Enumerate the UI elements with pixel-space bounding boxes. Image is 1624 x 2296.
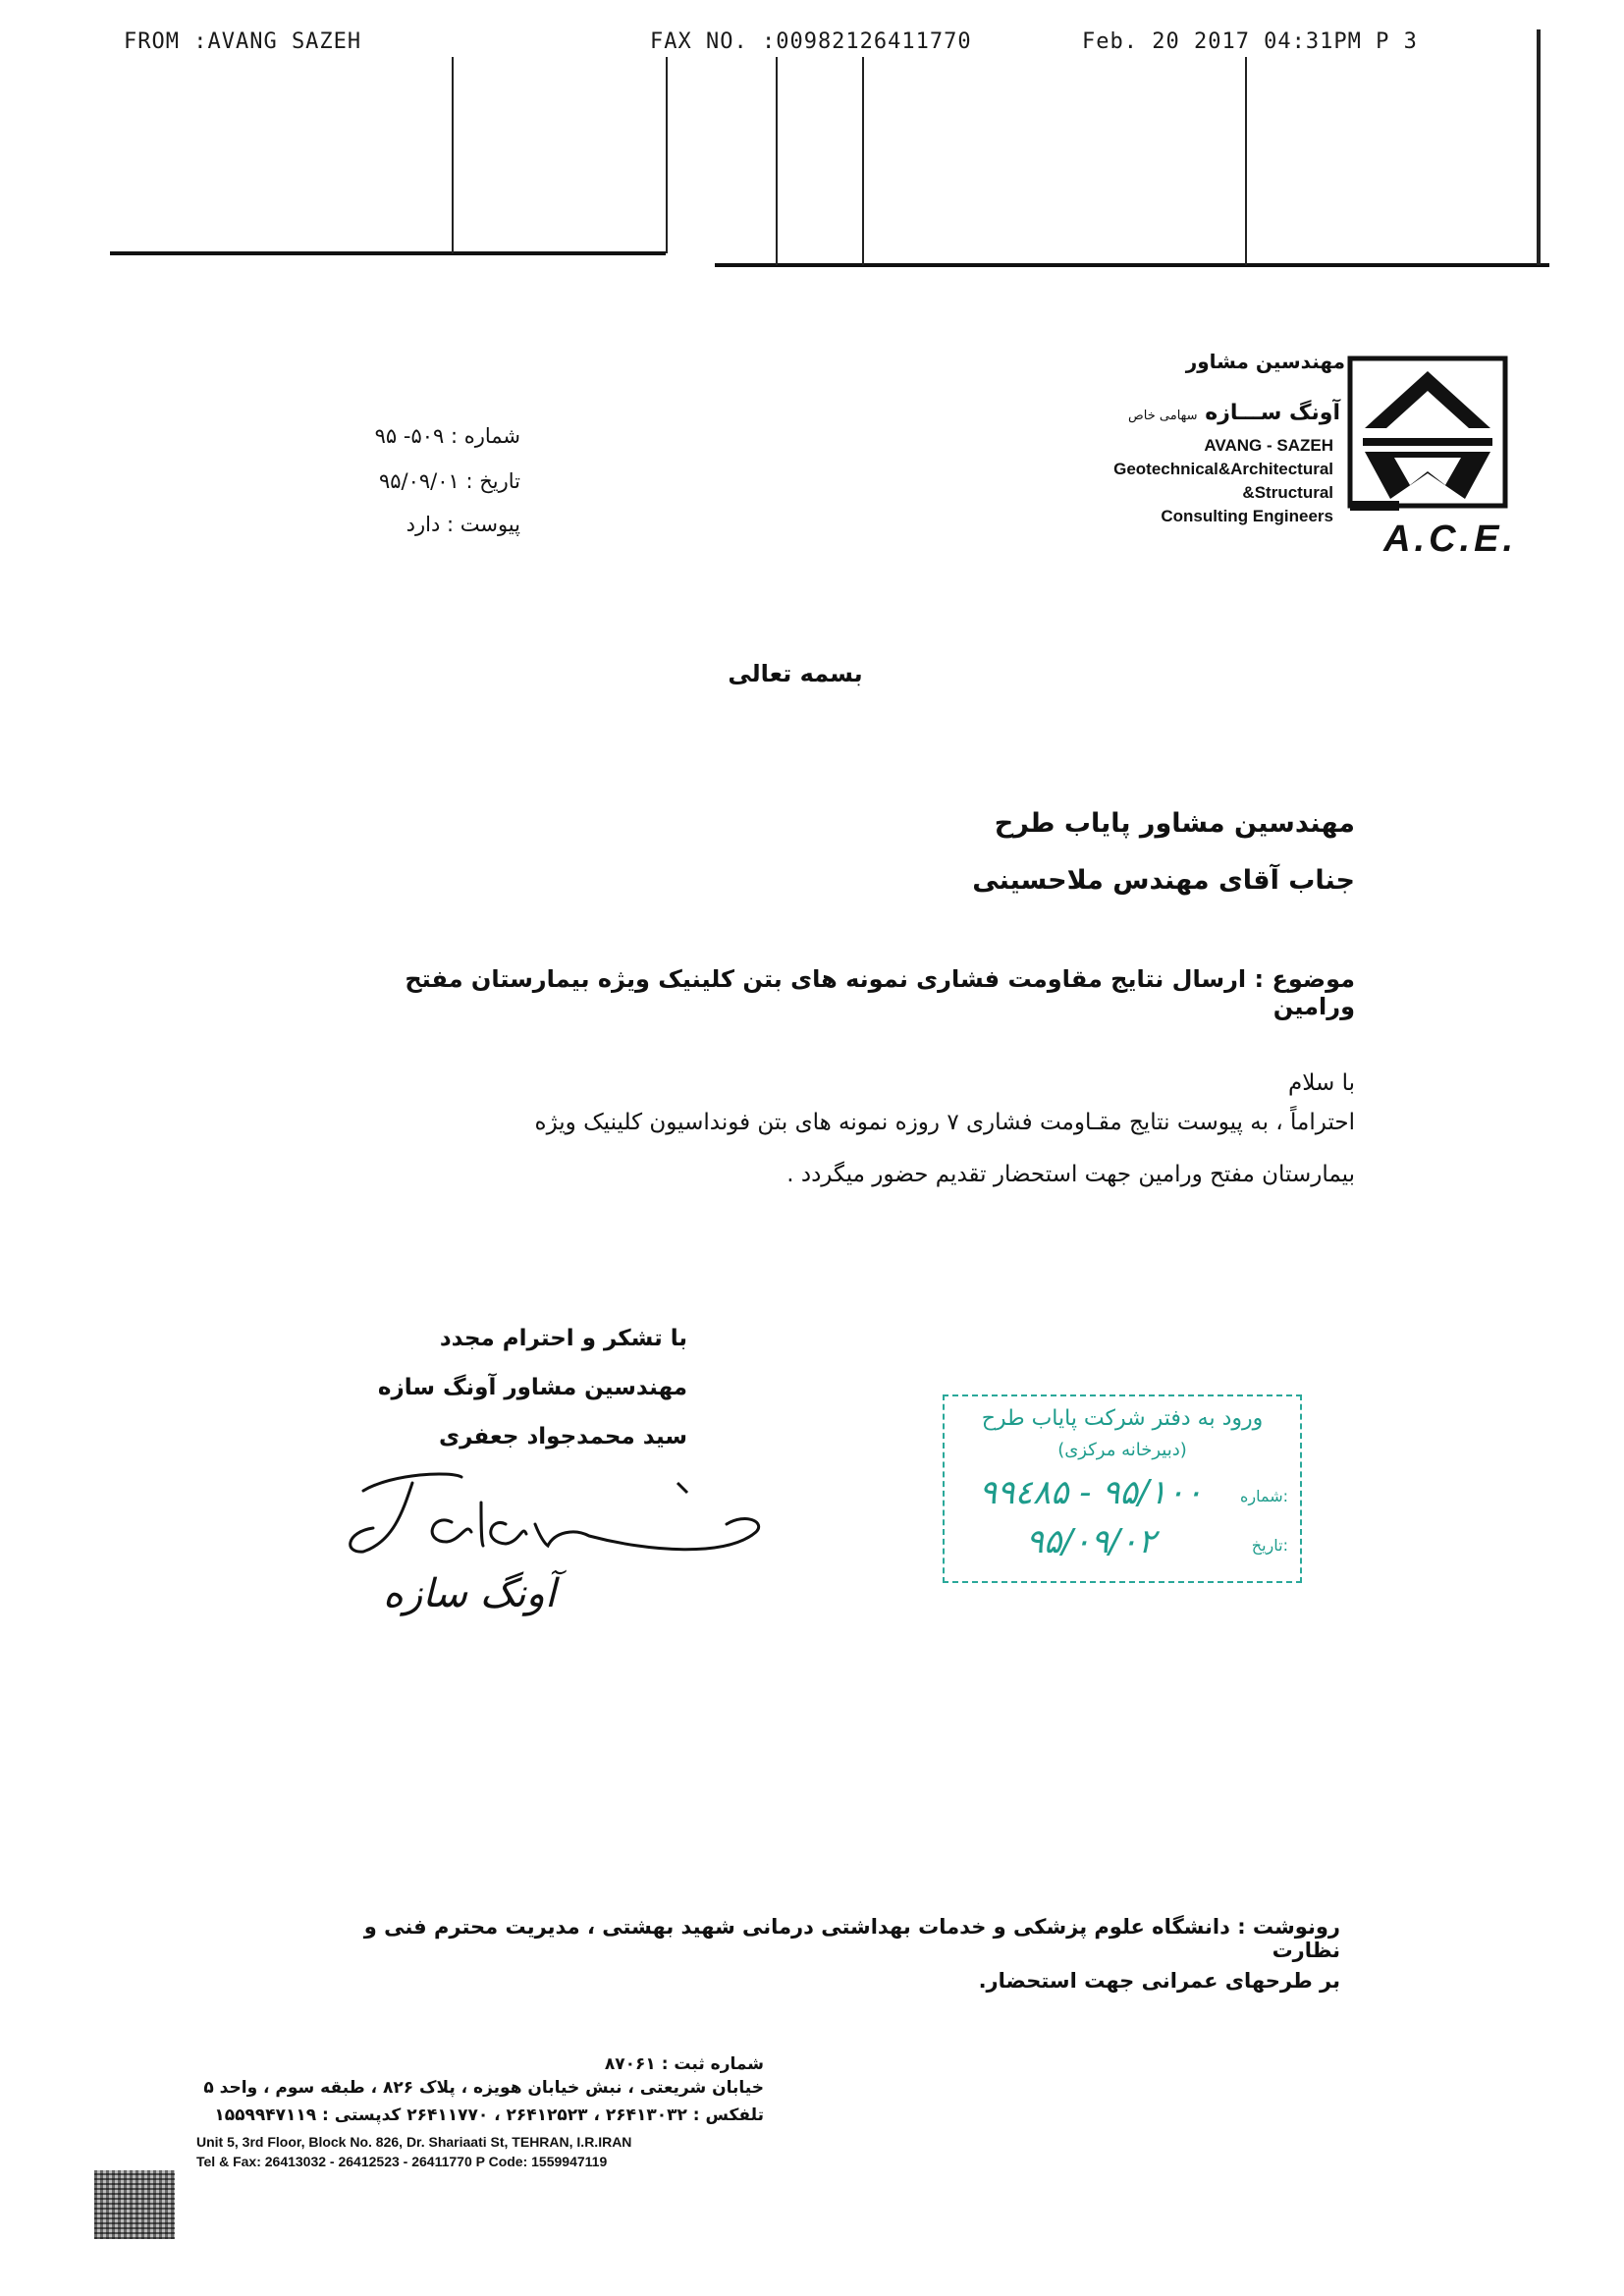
stamp-date-value: ۹۵/۰۹/۰۲: [1025, 1522, 1157, 1561]
cc-line-2: بر طرحهای عمرانی جهت استحضار.: [978, 1969, 1340, 1993]
letter-attachment: پیوست : دارد: [406, 513, 520, 536]
company-name-en: AVANG - SAZEH: [1204, 436, 1333, 455]
footer-phone-en: Tel & Fax: 26413032 - 26412523 - 26411770 P Code: 1559947119: [196, 2154, 608, 2169]
fax-form-divider-1: [452, 57, 454, 253]
body-paragraph-line-1: احتراماً ، به پیوست نتایج مقـاومت فشاری ۷ روزه نمونه های بتن فونداسیون کلینیک ویژه: [534, 1110, 1355, 1135]
stamp-number-label: شماره:: [1239, 1487, 1288, 1505]
company-desc-en-1: Geotechnical&Architectural: [1113, 460, 1333, 478]
footer-phone-fa: تلفکس : ۲۶۴۱۳۰۳۲ ، ۲۶۴۱۲۵۲۳ ، ۲۶۴۱۱۷۷۰ کدپستی : ۱۵۵۹۹۴۷۱۱۹: [214, 2105, 764, 2125]
closing-company: مهندسین مشاور آونگ سازه: [377, 1375, 687, 1400]
fax-form-line-left: [110, 251, 666, 255]
footer-registration: شماره ثبت : ۸۷۰۶۱: [604, 2054, 764, 2074]
fax-form-divider-4: [862, 57, 864, 265]
letter-number: شماره : ۵۰۹- ۹۵: [374, 424, 520, 448]
closing-thanks: با تشکر و احترام مجدد: [439, 1326, 687, 1351]
fax-form-divider-5: [1245, 57, 1247, 265]
body-paragraph-line-2: بیمارستان مفتح ورامین جهت استحضار تقدیم حضور میگردد .: [786, 1162, 1355, 1187]
fax-form-line-right: [715, 263, 1549, 267]
ace-logo-text: A.C.E.: [1383, 519, 1517, 560]
fax-form-divider-3: [776, 57, 778, 265]
stamp-number-value: ۹۹٤۸۵ - ۹۵/۱۰۰: [979, 1473, 1203, 1512]
recipient-company: مهندسین مشاور پایاب طرح: [994, 808, 1355, 839]
cc-line-1: رونوشت : دانشگاه علوم پزشکی و خدمات بهداشتی درمانی شهید بهشتی ، مدیریت محترم فنی و نظارت: [363, 1915, 1340, 1962]
stamp-subtitle: (دبیرخانه مرکزی): [1057, 1440, 1187, 1460]
company-name-fa-text: آونگ ســـازه: [1205, 401, 1340, 425]
fax-number: FAX NO. :00982126411770: [650, 29, 972, 54]
closing-signatory: سید محمدجواد جعفری: [438, 1424, 687, 1449]
qr-code-icon: [94, 2170, 175, 2239]
company-desc-en-3: Consulting Engineers: [1161, 507, 1333, 525]
greeting: با سلام: [1288, 1070, 1355, 1096]
stamp-title: ورود به دفتر شرکت پایاب طرح: [981, 1406, 1264, 1431]
received-stamp: [943, 1394, 1302, 1583]
basmala: بسمه تعالی: [728, 660, 863, 687]
footer-address-fa: خیابان شریعتی ، نبش خیابان هویزه ، پلاک ۸۲۶ ، طبقه سوم ، واحد ۵: [203, 2078, 764, 2098]
company-name-fa: [1060, 401, 1340, 425]
fax-from: FROM :AVANG SAZEH: [124, 29, 362, 54]
company-type-fa: سهامی خاص: [1128, 409, 1198, 423]
letter-date: تاریخ : ۹۵/۰۹/۰۱: [378, 469, 520, 493]
signature-handwritten: آونگ سازه: [383, 1571, 557, 1616]
signature-scribble-icon: [334, 1463, 776, 1571]
company-title-fa: مهندسین مشاور: [1185, 350, 1345, 373]
company-en-block: [1021, 434, 1333, 528]
fax-form-divider-2: [666, 57, 668, 253]
footer-address-en: Unit 5, 3rd Floor, Block No. 826, Dr. Shariaati St, TEHRAN, I.R.IRAN: [196, 2134, 632, 2150]
ace-logo-icon: [1347, 355, 1508, 532]
stamp-date-label: تاریخ:: [1251, 1536, 1288, 1555]
letter-subject: موضوع : ارسال نتایج مقاومت فشاری نمونه های بتن کلینیک ویژه بیمارستان مفتح ورامین: [405, 965, 1355, 1020]
fax-form-divider-6: [1537, 29, 1541, 265]
company-desc-en-2: &Structural: [1242, 483, 1333, 502]
fax-date-page: Feb. 20 2017 04:31PM P 3: [1082, 29, 1418, 54]
recipient-person: جناب آقای مهندس ملاحسینی: [972, 865, 1355, 896]
